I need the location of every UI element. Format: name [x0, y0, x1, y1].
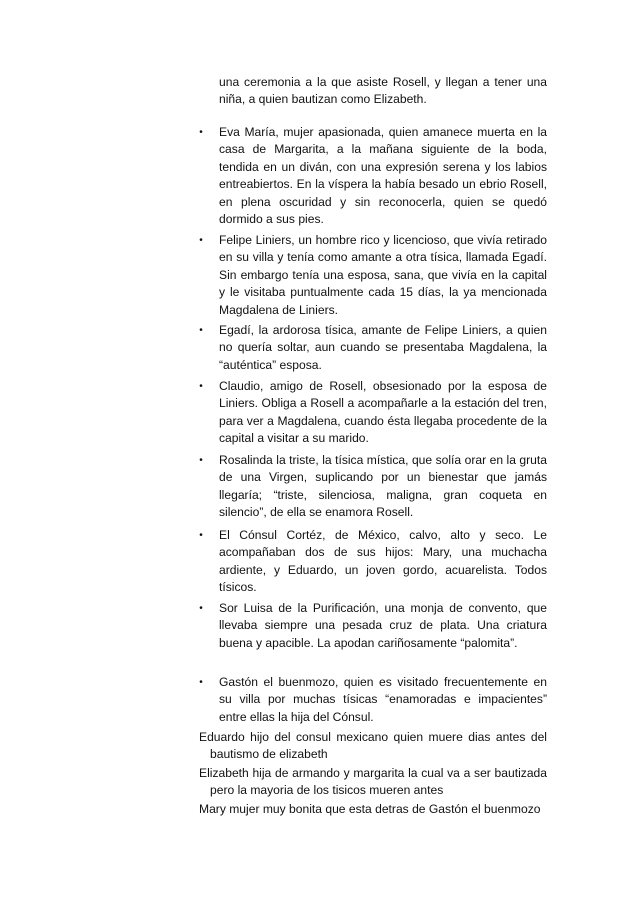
- bullet-icon: •: [199, 530, 203, 541]
- note-elizabeth: Elizabeth hija de armando y margarita la cual va a ser bautizada pero la mayoria de los tisicos mueren antes: [199, 766, 547, 798]
- list-item-egadi: Egadí, la ardorosa tísica, amante de Felipe Liniers, a quien no quería soltar, aun cuando se presentaba Magdalena, la “auténtica” esposa.: [219, 323, 547, 372]
- note-mary: Mary mujer muy bonita que esta detras de Gastón el buenmozo: [199, 802, 541, 816]
- continuation-paragraph: una ceremonia a la que asiste Rosell, y llegan a tener una niña, a quien bautizan como Elizabeth.: [219, 75, 547, 107]
- bullet-icon: •: [199, 603, 203, 614]
- list-item-rosalinda: Rosalinda la triste, la tísica mística, que solía orar en la gruta de una Virgen, suplicando por un bienestar que jamás llegaría; “triste, silenciosa, maligna, gran coqueta en silencio”, de ella se enamora Rosell.: [219, 453, 547, 520]
- bullet-icon: •: [199, 325, 203, 336]
- bullet-icon: •: [199, 455, 203, 466]
- bullet-icon: •: [199, 235, 203, 246]
- bullet-icon: •: [199, 127, 203, 138]
- list-item-consul-cortez: El Cónsul Cortéz, de México, calvo, alto y seco. Le acompañaban dos de sus hijos: Mary, una muchacha ardiente, y Eduardo, un joven gordo, acuarelista. Todos tísicos.: [219, 528, 547, 595]
- list-item-claudio: Claudio, amigo de Rosell, obsesionado por la esposa de Liniers. Obliga a Rosell a acompañarle a la estación del tren, para ver a Magdalena, cuando ésta llegaba procedente de la capital a visitar a su marido.: [219, 379, 547, 446]
- note-eduardo: Eduardo hijo del consul mexicano quien muere dias antes del bautismo de elizabeth: [199, 730, 547, 762]
- list-item-felipe-liniers: Felipe Liniers, un hombre rico y licencioso, que vivía retirado en su villa y tenía como amante a otra tísica, llamada Egadí. Sin embargo tenía una esposa, sana, que vivía en la capital y le visitaba puntualmente cada 15 días, la ya mencionada Magdalena de Liniers.: [219, 233, 547, 317]
- bullet-icon: •: [199, 381, 203, 392]
- list-item-eva-maria: Eva María, mujer apasionada, quien amanece muerta en la casa de Margarita, a la mañana siguiente de la boda, tendida en un diván, con una expresión serena y los labios entreabiertos. En la víspera la había besado un ebrio Rosell, en plena oscuridad y sin reconocerla, quien se quedó dormido a sus pies.: [219, 125, 547, 227]
- bullet-icon: •: [199, 677, 203, 688]
- list-item-gaston: Gastón el buenmozo, quien es visitado frecuentemente en su villa por muchas tísicas “enamoradas e impacientes” entre ellas la hija del Cónsul.: [219, 675, 547, 724]
- list-item-sor-luisa: Sor Luisa de la Purificación, una monja de convento, que llevaba siempre una pesada cruz de plata. Una criatura buena y apacible. La apodan cariñosamente “palomita”.: [219, 601, 547, 650]
